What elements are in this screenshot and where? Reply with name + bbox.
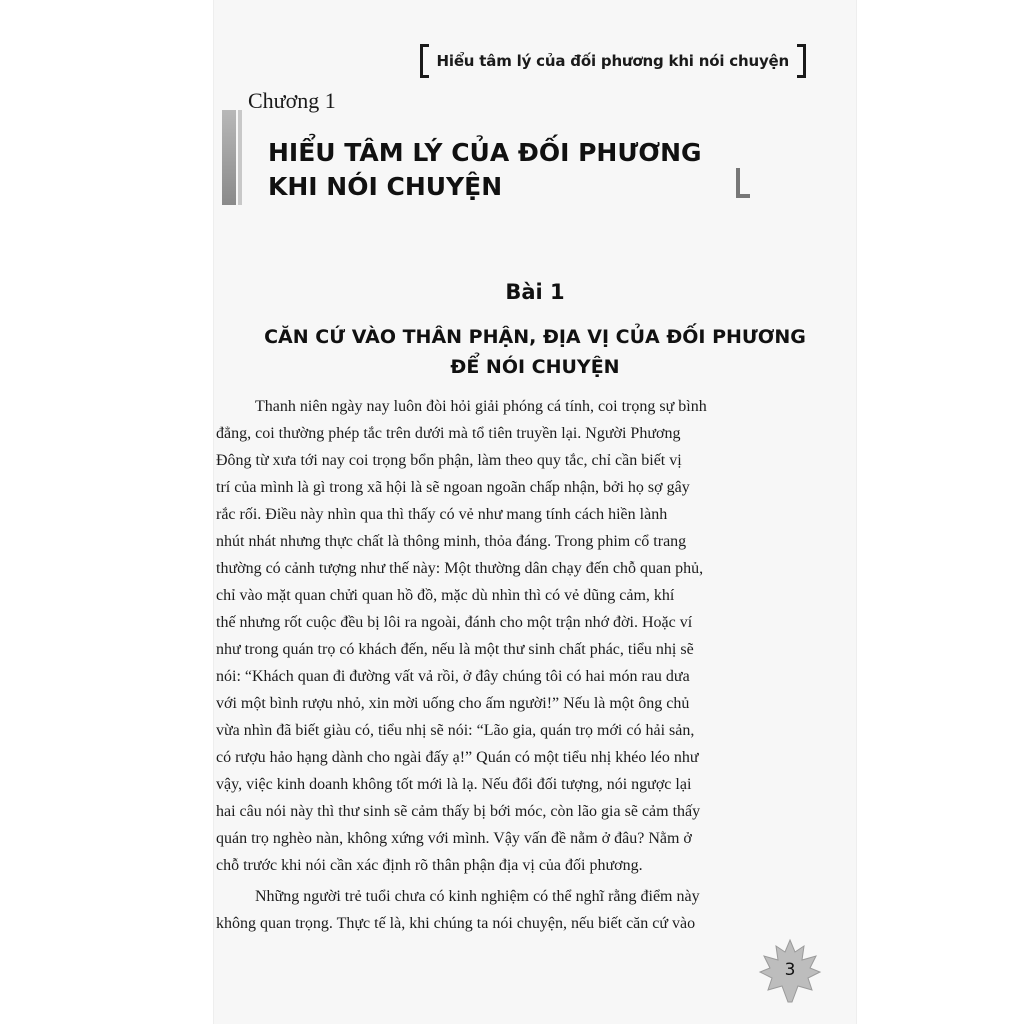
body-line: đẳng, coi thường phép tắc trên dưới mà tổ tiên truyền lại. Người Phương <box>216 425 681 442</box>
chapter-title-line: KHI NÓI CHUYỆN <box>268 172 503 201</box>
lesson-title <box>214 322 856 382</box>
body-line: trí của mình là gì trong xã hội là sẽ ngoan ngoãn chấp nhận, bởi họ sợ gây <box>216 479 690 496</box>
chapter-bar-decoration <box>222 110 236 205</box>
body-line: nhút nhát nhưng thực chất là thông minh, thỏa đáng. Trong phim cổ trang <box>216 533 687 550</box>
page-number-leaf <box>758 938 822 1004</box>
body-line: thế nhưng rốt cuộc đều bị lôi ra ngoài, đánh cho một trận nhớ đời. Hoặc ví <box>216 614 693 631</box>
body-line: Thanh niên ngày nay luôn đòi hỏi giải phóng cá tính, coi trọng sự bình <box>255 398 707 415</box>
body-line: chỗ trước khi nói cần xác định rõ thân phận địa vị của đối phương. <box>216 857 643 874</box>
body-line: rắc rối. Điều này nhìn qua thì thấy có vẻ như mang tính cách hiền lành <box>216 506 668 523</box>
chapter-bar-thin-decoration <box>238 110 242 205</box>
body-line: hai câu nói này thì thư sinh sẽ cảm thấy bị bới móc, còn lão gia sẽ cảm thấy <box>216 803 701 820</box>
corner-mark-decoration <box>736 168 750 198</box>
page-number: 3 <box>784 960 796 980</box>
body-line: nói: “Khách quan đi đường vất vả rồi, ở đây chúng tôi có hai món rau dưa <box>216 668 690 685</box>
chapter-title <box>268 136 702 204</box>
running-header <box>420 44 806 78</box>
bracket-left-icon <box>420 44 429 78</box>
bracket-right-icon <box>797 44 806 78</box>
body-line: vậy, việc kinh doanh không tốt mới là lạ. Nếu đổi đối tượng, nói ngược lại <box>216 776 692 793</box>
body-line: có rượu hảo hạng dành cho ngài đấy ạ!” Quán có một tiểu nhị khéo léo như <box>216 749 699 766</box>
body-line: không quan trọng. Thực tế là, khi chúng ta nói chuyện, nếu biết căn cứ vào <box>216 915 696 932</box>
lesson-number: Bài 1 <box>505 280 565 304</box>
running-header-title: Hiểu tâm lý của đối phương khi nói chuyện <box>436 52 789 70</box>
chapter-title-line: HIỂU TÂM LÝ CỦA ĐỐI PHƯƠNG <box>268 138 702 167</box>
body-line: Đông từ xưa tới nay coi trọng bổn phận, làm theo quy tắc, chỉ cần biết vị <box>216 452 682 469</box>
body-line: quán trọ nghèo nàn, không xứng với mình. Vậy vấn đề nằm ở đâu? Nằm ở <box>216 830 692 847</box>
lesson-title-line: ĐỂ NÓI CHUYỆN <box>450 356 620 378</box>
body-line: với một bình rượu nhỏ, xin mời uống cho ấm người!” Nếu là một ông chủ <box>216 695 690 712</box>
book-page <box>214 0 856 1024</box>
lesson-title-line: CĂN CỨ VÀO THÂN PHẬN, ĐỊA VỊ CỦA ĐỐI PHƯƠNG <box>264 326 806 348</box>
body-line: Những người trẻ tuổi chưa có kinh nghiệm có thể nghĩ rằng điểm này <box>255 888 700 905</box>
chapter-label: Chương 1 <box>248 88 336 113</box>
body-line: chỉ vào mặt quan chửi quan hồ đồ, mặc dù nhìn thì có vẻ dũng cảm, khí <box>216 587 675 604</box>
body-line: như trong quán trọ có khách đến, nếu là một thư sinh chất phác, tiểu nhị sẽ <box>216 641 694 658</box>
body-line: thường có cảnh tượng như thế này: Một thường dân chạy đến chỗ quan phủ, <box>216 560 704 577</box>
body-line: vừa nhìn đã biết giàu có, tiểu nhị sẽ nói: “Lão gia, quán trọ mới có hải sản, <box>216 722 695 739</box>
